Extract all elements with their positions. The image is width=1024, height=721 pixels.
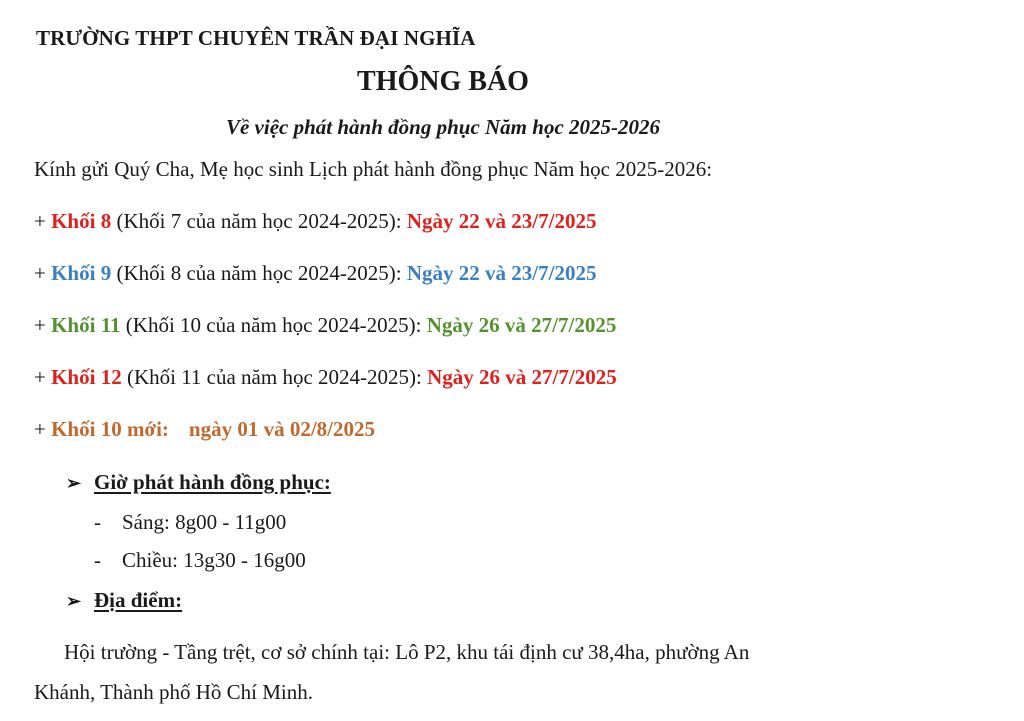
bullet-prefix: + — [34, 417, 52, 441]
grade-note: (Khối 8 của năm học 2024-2025): — [111, 261, 407, 285]
grade-name: Khối 8 — [51, 209, 112, 233]
address-line-1: Hội trường - Tầng trệt, cơ sở chính tại: Lô P2, khu tái định cư 38,4ha, phường An — [64, 640, 750, 664]
hours-section-heading — [66, 470, 331, 495]
hours-item-afternoon — [94, 548, 306, 573]
grade-10-new-line — [34, 417, 375, 442]
grade-note: (Khối 7 của năm học 2024-2025): — [111, 209, 407, 233]
address-line-2: Khánh, Thành phố Hồ Chí Minh. — [34, 680, 314, 704]
grade-date: ngày 01 và 02/8/2025 — [188, 417, 375, 441]
arrow-bullet-icon: ➢ — [66, 591, 82, 611]
document-title: THÔNG BÁO — [357, 66, 529, 97]
hours-text: Sáng: 8g00 - 11g00 — [122, 510, 287, 534]
hours-text: Chiều: 13g30 - 16g00 — [122, 548, 306, 572]
bullet-prefix: + — [34, 313, 52, 337]
grade-name: Khối 9 — [51, 261, 112, 285]
arrow-bullet-icon: ➢ — [66, 473, 82, 493]
grade-name: Khối 10 mới: — [51, 417, 169, 441]
grade-name: Khối 11 — [51, 313, 121, 337]
hours-title: Giờ phát hành đồng phục: — [94, 470, 331, 494]
greeting-line: Kính gửi Quý Cha, Mẹ học sinh Lịch phát hành đồng phục Năm học 2025-2026: — [34, 157, 713, 181]
dash-bullet: - — [94, 548, 101, 572]
document-subtitle: Về việc phát hành đồng phục Năm học 2025-2026 — [225, 115, 661, 139]
grade-date: Ngày 22 và 23/7/2025 — [406, 261, 597, 285]
grade-note: (Khối 10 của năm học 2024-2025): — [120, 313, 427, 337]
school-name: TRƯỜNG THPT CHUYÊN TRẦN ĐẠI NGHĨA — [36, 26, 476, 50]
grade-date: Ngày 26 và 27/7/2025 — [426, 313, 617, 337]
grade-date: Ngày 22 và 23/7/2025 — [406, 209, 597, 233]
bullet-prefix: + — [34, 365, 52, 389]
grade-12-line — [34, 365, 617, 390]
grade-date: Ngày 26 và 27/7/2025 — [427, 365, 617, 389]
bullet-prefix: + — [34, 261, 52, 285]
grade-note: (Khối 11 của năm học 2024-2025): — [121, 365, 428, 389]
bullet-prefix: + — [34, 209, 52, 233]
location-section-heading — [66, 588, 182, 613]
hours-item-morning — [94, 510, 286, 535]
dash-bullet: - — [94, 510, 101, 534]
grade-name: Khối 12 — [51, 365, 122, 389]
grade-9-line — [34, 261, 596, 286]
grade-11-line — [34, 313, 616, 338]
location-title: Địa điểm: — [94, 588, 183, 612]
grade-8-line — [34, 209, 596, 234]
